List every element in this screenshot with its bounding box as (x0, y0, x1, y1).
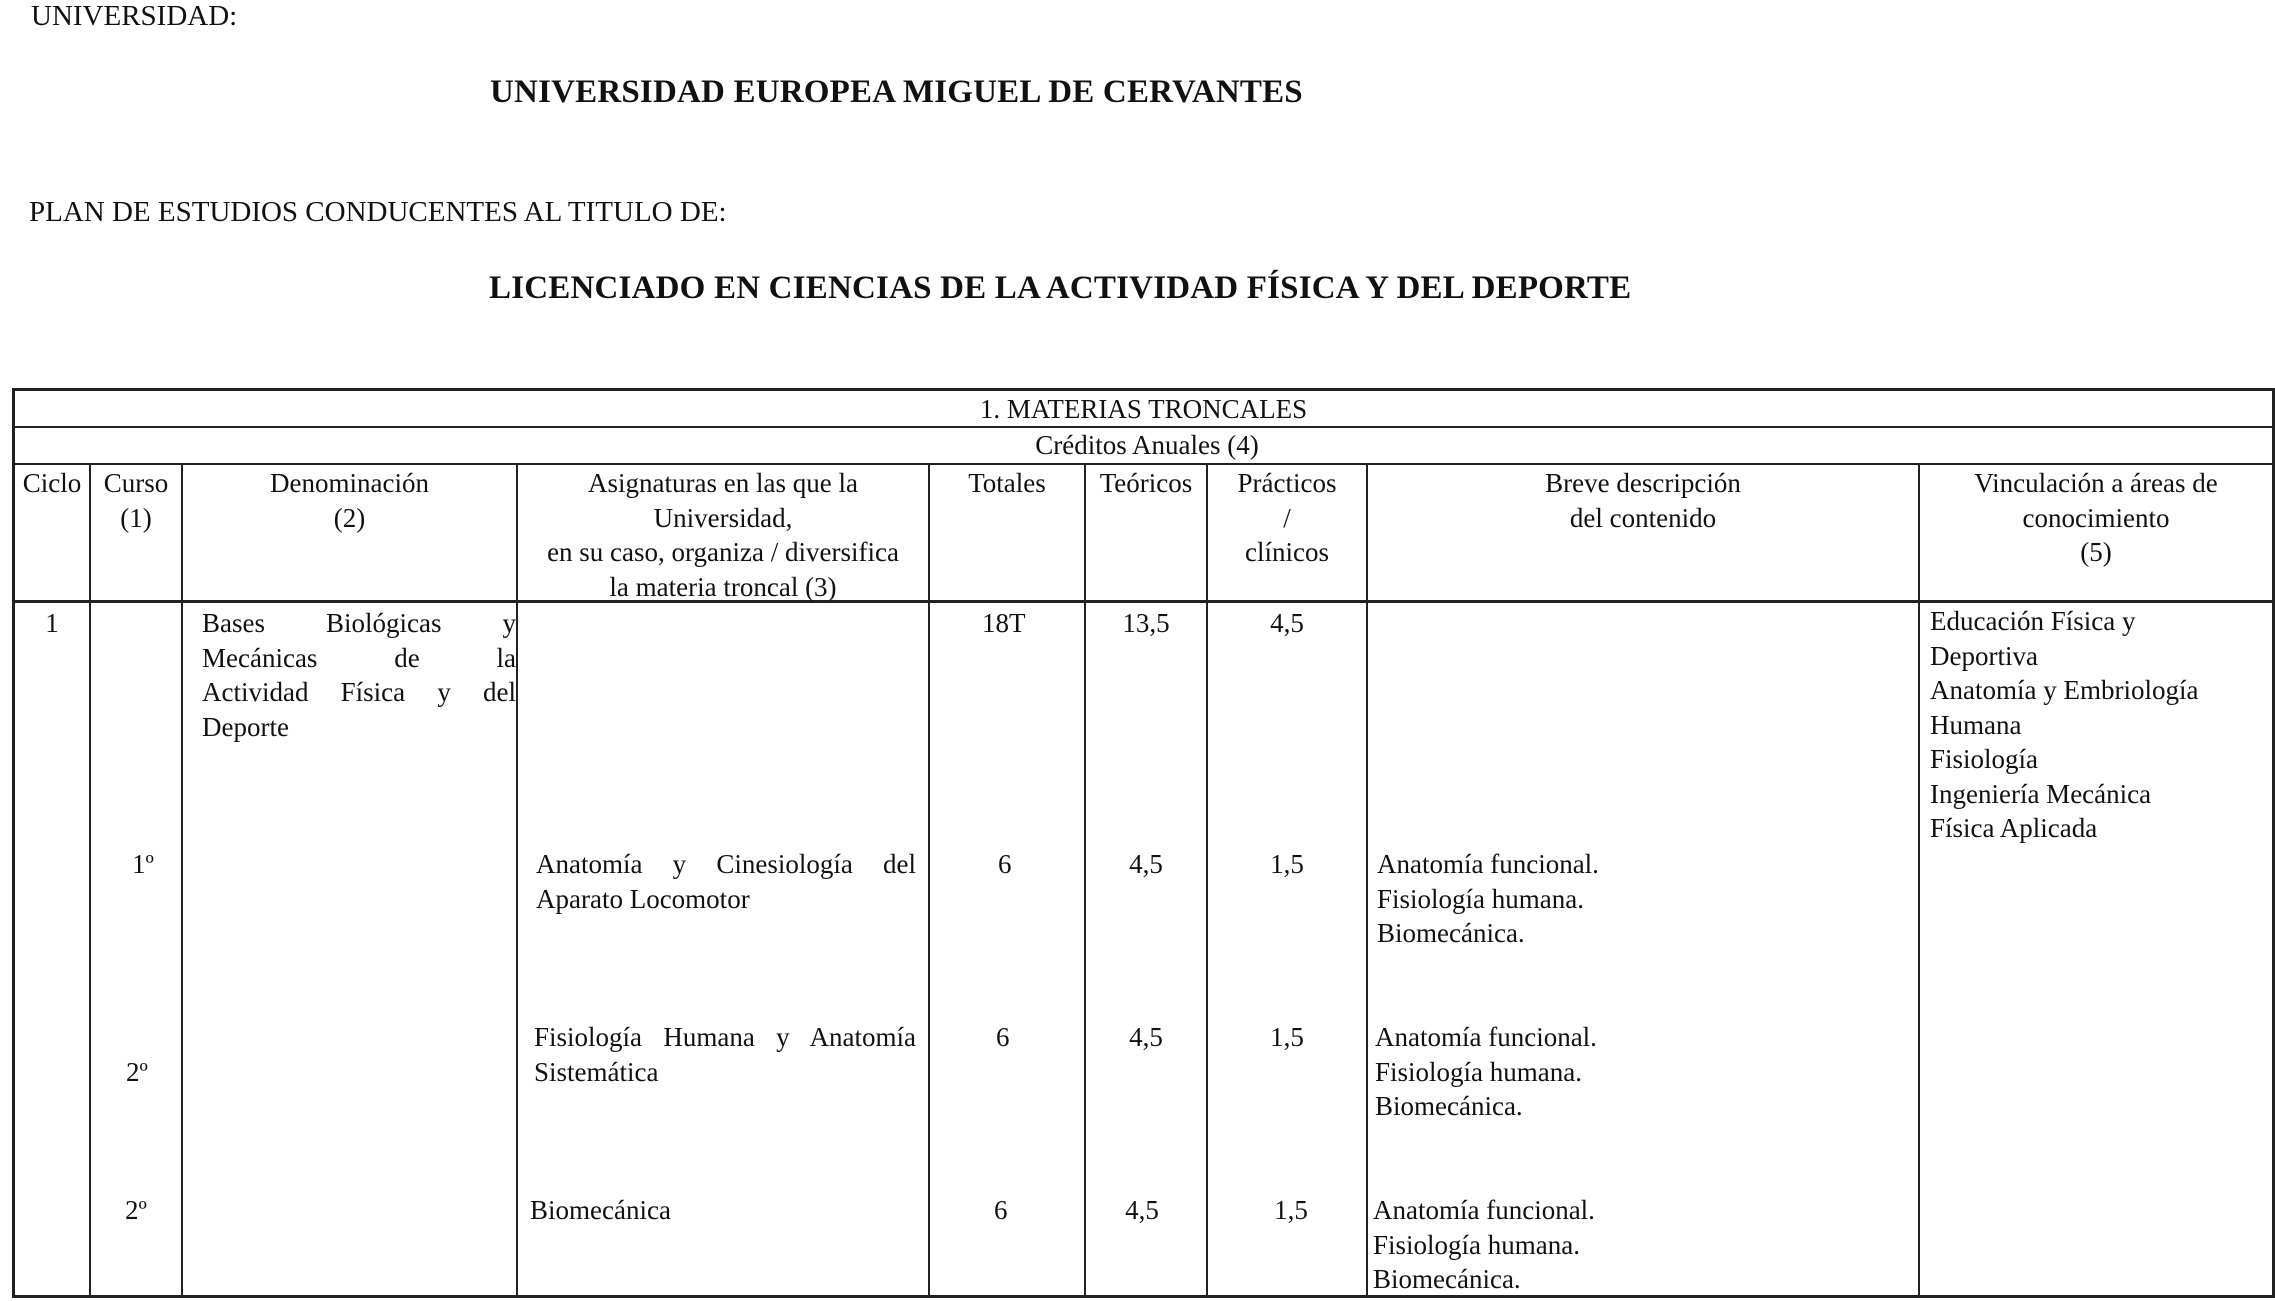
col-curso-line: (1) (120, 502, 152, 533)
asignatura-teoricos: 4,5 (1129, 849, 1163, 879)
asignatura-curso: 2º (125, 1195, 147, 1225)
col-denominacion-line: Denominación (270, 468, 429, 498)
col-asignaturas-line: la materia troncal (3) (609, 571, 837, 602)
asignatura-totales: 6 (998, 849, 1012, 879)
col-totales: Totales (968, 468, 1046, 498)
degree-title: LICENCIADO EN CIENCIAS DE LA ACTIVIDAD FÍSICA Y DEL DEPORTE (489, 270, 1632, 306)
descripcion-line: Fisiología humana. (1375, 1056, 1582, 1087)
asignatura-practicos: 1,5 (1270, 849, 1304, 879)
asignatura-nombre (536, 847, 916, 916)
vinculacion-line: Ingeniería Mecánica (1930, 778, 2152, 809)
asignatura-teoricos: 4,5 (1125, 1195, 1159, 1225)
asignatura-nombre (534, 1020, 916, 1089)
col-ciclo: Ciclo (22, 468, 82, 498)
materia-vinculacion (1930, 604, 2198, 846)
vinculacion-line: Humana (1930, 709, 2022, 740)
col-vinculacion-line: (5) (2080, 537, 2112, 567)
col-asignaturas (518, 466, 928, 604)
materia-denominacion (202, 606, 516, 744)
asignatura-practicos: 1,5 (1274, 1195, 1308, 1225)
section-title: 1. MATERIAS TRONCALES (979, 394, 1308, 424)
vinculacion-line: Educación Física y (1930, 606, 2136, 636)
col-practicos (1208, 466, 1366, 570)
asignatura-teoricos: 4,5 (1129, 1022, 1163, 1052)
asignatura-totales: 6 (994, 1195, 1008, 1225)
col-practicos-line: / (1283, 502, 1291, 533)
col-denominacion (183, 466, 516, 535)
materia-practicos: 4,5 (1270, 608, 1304, 638)
materia-denominacion-line: Actividad Física y del (202, 677, 516, 707)
col-asignaturas-line: Universidad, (653, 502, 793, 533)
asignatura-nombre-line: Sistemática (534, 1056, 659, 1087)
materia-denominacion-line: Mecánicas de la (202, 642, 516, 673)
asignatura-nombre-line: Biomecánica (530, 1195, 671, 1225)
descripcion-line: Fisiología humana. (1377, 883, 1584, 914)
materia-denominacion-line: Bases Biológicas y (202, 608, 516, 638)
col-teoricos: Teóricos (1099, 468, 1193, 498)
asignatura-descripcion (1373, 1193, 1595, 1297)
descripcion-line: Anatomía funcional. (1375, 1022, 1597, 1052)
col-practicos-line: clínicos (1245, 537, 1329, 567)
credits-group-header: Créditos Anuales (4) (1035, 430, 1259, 460)
materia-totales: 18T (982, 608, 1026, 638)
descripcion-line: Fisiología humana. (1373, 1229, 1580, 1260)
col-descripcion (1368, 466, 1918, 535)
col-vinculacion-line: Vinculación a áreas de (1974, 468, 2218, 498)
descripcion-line: Biomecánica. (1377, 918, 1525, 948)
col-vinculacion (1920, 466, 2272, 570)
university-label: UNIVERSIDAD: (31, 0, 238, 32)
col-asignaturas-line: Asignaturas en las que la (588, 468, 858, 498)
col-descripcion-line: del contenido (1569, 502, 1717, 533)
university-name: UNIVERSIDAD EUROPEA MIGUEL DE CERVANTES (490, 74, 1303, 110)
col-curso (91, 466, 181, 535)
asignatura-descripcion (1377, 847, 1599, 951)
asignatura-nombre-line: Aparato Locomotor (536, 883, 750, 914)
col-asignaturas-line: en su caso, organiza / diversifica (547, 537, 899, 567)
materia-teoricos: 13,5 (1122, 608, 1170, 638)
asignatura-nombre (530, 1193, 671, 1228)
materia-ciclo: 1 (45, 608, 59, 638)
asignatura-totales: 6 (996, 1022, 1010, 1052)
vinculacion-line: Deportiva (1930, 640, 2038, 671)
vinculacion-line: Física Aplicada (1930, 813, 2098, 843)
vinculacion-line: Anatomía y Embriología (1930, 675, 2199, 705)
plan-label: PLAN DE ESTUDIOS CONDUCENTES AL TITULO DE: (29, 196, 727, 228)
descripcion-line: Biomecánica. (1373, 1264, 1521, 1294)
asignatura-descripcion (1375, 1020, 1597, 1124)
col-descripcion-line: Breve descripción (1545, 468, 1741, 498)
asignatura-curso: 2º (126, 1057, 148, 1087)
materia-denominacion-line: Deporte (202, 711, 289, 742)
asignatura-practicos: 1,5 (1270, 1022, 1304, 1052)
col-curso-line: Curso (103, 468, 169, 498)
descripcion-line: Anatomía funcional. (1373, 1195, 1595, 1225)
asignatura-nombre-line: Anatomía y Cinesiología del (536, 849, 916, 879)
col-practicos-line: Prácticos (1237, 468, 1337, 498)
col-denominacion-line: (2) (333, 502, 366, 533)
col-vinculacion-line: conocimiento (2022, 502, 2170, 533)
descripcion-line: Biomecánica. (1375, 1091, 1523, 1121)
asignatura-nombre-line: Fisiología Humana y Anatomía (534, 1022, 916, 1052)
vinculacion-line: Fisiología (1930, 744, 2039, 774)
descripcion-line: Anatomía funcional. (1377, 849, 1599, 879)
asignatura-curso: 1º (132, 849, 154, 879)
